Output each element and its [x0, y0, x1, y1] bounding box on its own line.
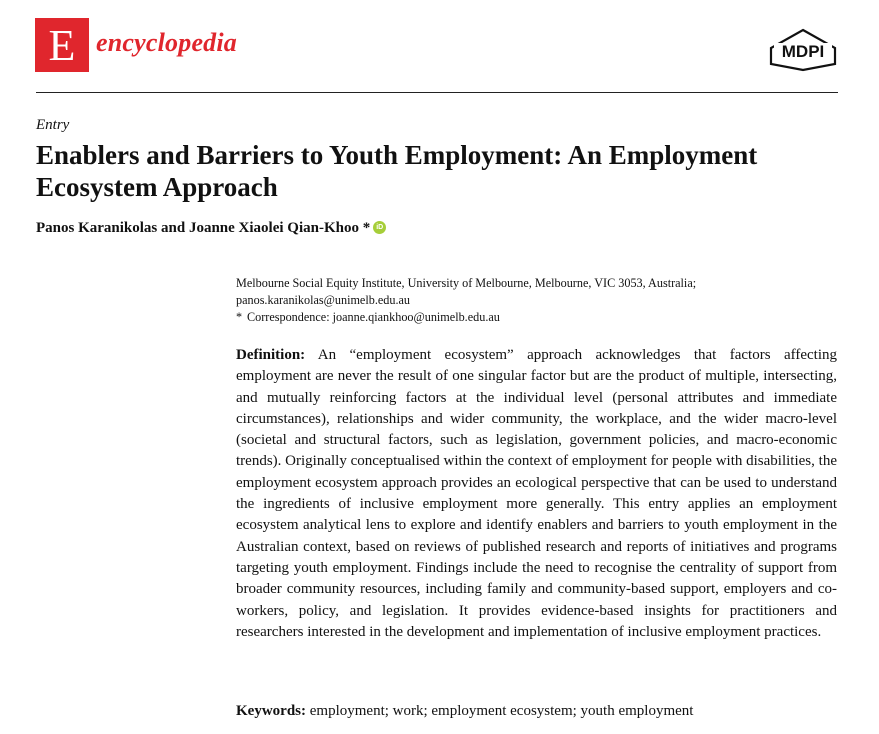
authors-text: Panos Karanikolas and Joanne Xiaolei Qian-Khoo * [36, 220, 371, 236]
definition-paragraph [236, 345, 837, 643]
journal-name: encyclopedia [96, 28, 238, 57]
definition-text: An “employment ecosystem” approach acknowledges that factors affecting employment are never the result of one singular factor but are the product of multiple, intersecting, and mutually reinforcing factors at the individual level (personal attributes and immediate circumstances), relationships and wider community, the workplace, and the wider macro-level (societal and structural factors, such as legislation, government policies, and macro-economic trends). Originally conceptualised within the context of employment for people with disabilities, the employment ecosystem approach provides an ecological perspective that can be used to understand the ingredients of inclusive employment more generally. This entry applies an employment ecosystem analytical lens to explore and identify enablers and barriers to youth employment in the Australian context, based on reviews of published research and reports of initiatives and programs targeting youth employment. Findings include the need to recognise the centrality of support from broader community resources, including family and community-based support, employers and co-workers, policy, and legislation. It provides evidence-based insights for practitioners and researchers interested in the development and implementation of inclusive employment practices. [236, 347, 837, 640]
publisher-name: MDPI [781, 42, 825, 61]
author-list [36, 220, 386, 237]
mdpi-logo [768, 28, 838, 72]
article-type: Entry [36, 117, 70, 133]
keywords-label: Keywords: [236, 703, 306, 719]
affiliation-institution: Melbourne Social Equity Institute, University of Melbourne, Melbourne, VIC 3053, Australia; [236, 276, 697, 290]
keywords-line [236, 703, 693, 720]
journal-header [0, 0, 879, 100]
logo-letter: E [48, 21, 76, 70]
definition-label: Definition: [236, 347, 306, 363]
orcid-icon[interactable] [373, 221, 386, 234]
correspondence-email[interactable]: Correspondence: joanne.qiankhoo@unimelb.edu.au [247, 310, 500, 324]
header-divider [36, 92, 838, 93]
encyclopedia-logo [35, 18, 89, 72]
keywords-text: employment; work; employment ecosystem; youth employment [309, 703, 694, 719]
correspondence-line [236, 309, 836, 326]
correspondence-marker: * [236, 310, 243, 324]
article-title: Enablers and Barriers to Youth Employment: An Employment Ecosystem Approach [36, 140, 758, 202]
affiliation-block [236, 275, 836, 326]
affiliation-email[interactable]: panos.karanikolas@unimelb.edu.au [236, 293, 411, 307]
